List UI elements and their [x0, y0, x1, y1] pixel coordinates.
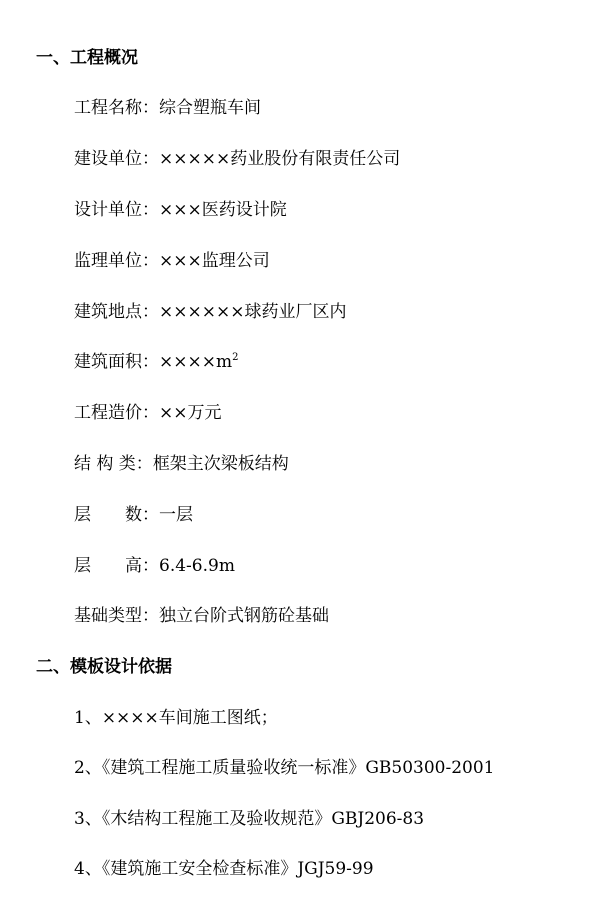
field-building-area: [74, 352, 238, 372]
field-value: 综合塑瓶车间: [159, 98, 261, 118]
section-2-heading: 二、模板设计依据: [36, 657, 172, 677]
field-value: 独立台阶式钢筋砼基础: [159, 606, 329, 626]
field-label: 建筑面积：: [74, 352, 159, 372]
field-label: 层 高：: [74, 556, 159, 576]
field-value: 6.4-6.9m: [159, 556, 235, 576]
field-label: 建筑地点：: [74, 302, 159, 322]
field-foundation-type: [74, 606, 329, 626]
field-value: ××××××球药业厂区内: [159, 302, 347, 322]
field-label: 工程名称：: [74, 98, 159, 118]
field-label: 基础类型：: [74, 606, 159, 626]
field-client: [74, 149, 400, 169]
field-value: ×××监理公司: [159, 251, 270, 271]
field-label: 设计单位：: [74, 200, 159, 220]
field-designer: [74, 200, 287, 220]
field-cost: [74, 403, 222, 423]
field-value: ××万元: [159, 403, 222, 423]
field-value: 一层: [159, 505, 193, 525]
field-label: 结 构 类：: [74, 454, 153, 474]
field-floors: [74, 505, 193, 525]
field-value: 框架主次梁板结构: [152, 454, 289, 474]
field-location: [74, 302, 346, 322]
field-value: ××××m: [159, 352, 233, 372]
field-supervisor: [74, 251, 270, 271]
reference-item: 4、《建筑施工安全检查标准》JGJ59-99: [74, 859, 374, 879]
field-label: 工程造价：: [74, 403, 159, 423]
field-label: 建设单位：: [74, 149, 159, 169]
field-structure-type: [74, 454, 289, 474]
reference-item: 1、××××车间施工图纸；: [74, 708, 278, 728]
field-label: 层 数：: [74, 505, 159, 525]
reference-item: 2、《建筑工程施工质量验收统一标准》GB50300-2001: [74, 758, 495, 778]
reference-item: 3、《木结构工程施工及验收规范》GBJ206-83: [74, 809, 425, 829]
field-project-name: [74, 98, 261, 118]
field-value: ×××××药业股份有限责任公司: [159, 149, 401, 169]
field-value: ×××医药设计院: [159, 200, 287, 220]
unit-superscript: 2: [232, 352, 239, 363]
section-1-heading: 一、工程概况: [36, 48, 138, 68]
field-floor-height: [74, 556, 235, 576]
field-label: 监理单位：: [74, 251, 159, 271]
